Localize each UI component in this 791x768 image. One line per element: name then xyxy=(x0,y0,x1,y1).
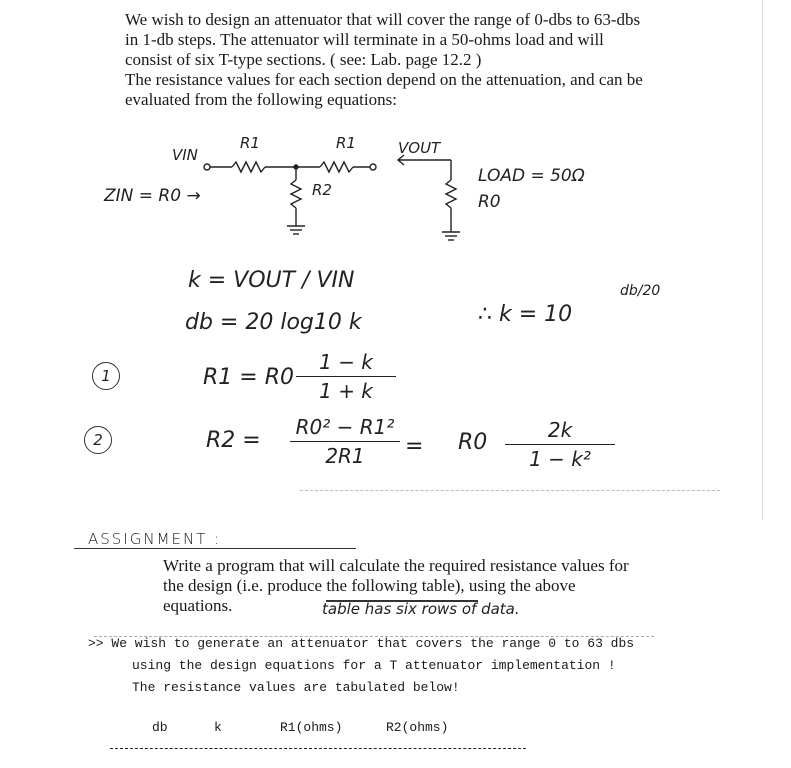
scan-edge-mark xyxy=(762,0,763,520)
column-header-r1: R1(ohms) xyxy=(280,720,343,735)
column-header-db: db xyxy=(152,720,168,735)
vin-label: VIN xyxy=(172,146,198,164)
load-label: LOAD = 50Ω xyxy=(478,166,585,186)
k-solution: ∴ k = 10 xyxy=(478,302,573,327)
assignment-line-2: the design (i.e. produce the following table), using the above xyxy=(163,576,576,595)
r2-resistor xyxy=(291,180,301,208)
r1-left-label: R1 xyxy=(240,134,260,152)
assignment-line-3: equations. xyxy=(163,596,233,615)
equation-1-marker: 1 xyxy=(92,362,120,390)
r2-lhs: R2 = xyxy=(206,428,261,453)
zin-label: ZIN = R0 → xyxy=(104,186,201,206)
r2-label: R2 xyxy=(312,181,332,199)
equation-2-marker: 2 xyxy=(84,426,112,454)
db-definition: db = 20 log10 k xyxy=(185,310,362,335)
column-header-k: k xyxy=(214,720,222,735)
intro-line-5: evaluated from the following equations: xyxy=(125,90,397,109)
intro-paragraph xyxy=(125,10,685,110)
load-resistor xyxy=(446,180,456,208)
r1-lhs: R1 = R0 xyxy=(203,365,294,390)
r2-fraction xyxy=(290,415,400,468)
r1-right-resistor xyxy=(320,162,353,172)
r1-fraction xyxy=(296,350,396,403)
r2-denominator-2: 1 − k² xyxy=(529,447,591,471)
r1-denominator: 1 + k xyxy=(319,379,373,403)
r1-numerator: 1 − k xyxy=(319,350,373,374)
fraction-bar xyxy=(505,444,615,445)
junction-dot xyxy=(294,165,298,169)
k-exponent: db/20 xyxy=(620,283,661,299)
output-line-1: >> We wish to generate an attenuator that covers the range 0 to 63 dbs xyxy=(88,636,635,651)
handwritten-annotation: table has six rows of data. xyxy=(322,600,520,618)
fraction-bar xyxy=(296,376,396,377)
assignment-underline xyxy=(74,548,356,549)
r1-right-label: R1 xyxy=(336,134,356,152)
r2-numerator-2: 2k xyxy=(547,418,573,442)
assignment-line-1: Write a program that will calculate the required resistance values for xyxy=(163,556,629,575)
r2-fraction-simplified xyxy=(505,418,615,471)
intro-line-2: in 1-db steps. The attenuator will terminate in a 50-ohms load and will xyxy=(125,30,604,49)
r0-label: R0 xyxy=(478,192,501,212)
output-line-3: The resistance values are tabulated below! xyxy=(132,680,460,695)
intro-line-1: We wish to design an attenuator that will cover the range of 0-dbs to 63-dbs xyxy=(125,10,641,29)
vin-terminal xyxy=(204,164,210,170)
r2-r0: R0 xyxy=(458,430,488,455)
column-header-r2: R2(ohms) xyxy=(386,720,449,735)
intro-line-4: The resistance values for each section depend on the attenuation, and can be xyxy=(125,70,643,89)
r2-numerator: R0² − R1² xyxy=(295,415,395,439)
r2-denominator: 2R1 xyxy=(325,444,365,468)
r1-left-resistor xyxy=(232,162,265,172)
equals-sign: = xyxy=(405,434,424,459)
output-line-2: using the design equations for a T attenuator implementation ! xyxy=(132,658,616,673)
assignment-title: ASSIGNMENT : xyxy=(88,530,222,548)
vout-terminal xyxy=(370,164,376,170)
intro-line-3: consist of six T-type sections. ( see: Lab. page 12.2 ) xyxy=(125,50,482,69)
k-definition: k = VOUT / VIN xyxy=(188,268,355,293)
scan-artifact-line xyxy=(300,490,720,491)
table-header-divider xyxy=(110,748,526,749)
fraction-bar xyxy=(290,441,400,442)
vout-label: VOUT xyxy=(398,139,441,157)
